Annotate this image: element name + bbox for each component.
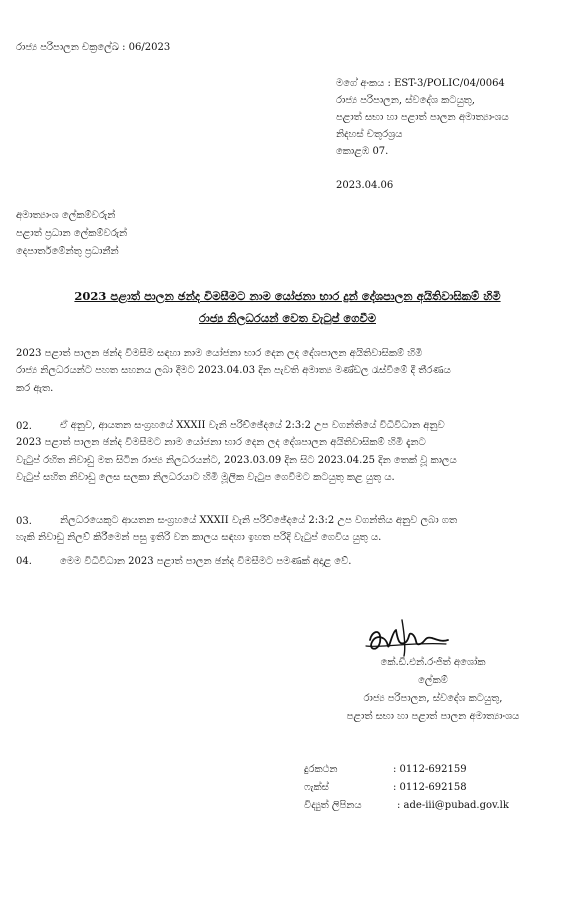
paragraph-line: වැටුප් රහිත නිවාඩු මත සිටින රාජ්‍ය නිලධරයන්ට, 2023.03.09 දින සිට 2023.04.25 දින තෙක් වූ කාලය <box>16 454 457 466</box>
email-label: විද්‍යුත් ලිපිනය <box>304 800 362 811</box>
paragraph-number: 03. <box>16 516 32 527</box>
fax-label: ෆැක්ස් <box>304 782 329 793</box>
fax-number: : 0112-692158 <box>393 782 467 793</box>
signatory-name: කේ.ඩී.එන්.රංජිත් අශෝක <box>380 657 486 668</box>
handwritten-signature <box>362 612 452 658</box>
paragraph-line: වැටුප් සහිත නිවාඩු ලෙස සලකා නිලධරයාට හිමි මූලික වැටුප ගෙවීමට කටයුතු කළ යුතු ය. <box>16 472 395 484</box>
ministry-line-2: පළාත් සභා හා පළාත් පාලන අමාත්‍යාංශය <box>336 112 509 123</box>
phone-number: : 0112-692159 <box>393 764 467 775</box>
paragraph-3 <box>16 512 558 547</box>
signatory-ministry-2: පළාත් සභා හා පළාත් පාලන අමාත්‍යාංශය <box>346 711 520 722</box>
title-line-2: රාජ්‍ය නිලධරයන් වෙත වැටුප් ගෙවීම <box>199 311 376 325</box>
recipient-line: පළාත් ප්‍රධාන ලේකම්වරුන් <box>16 228 128 239</box>
city-line: කොළඹ 07. <box>336 146 389 157</box>
paragraph-line: ඒ අනුව, ආයතන සංග්‍රහයේ XXXII වැනි පරිච්ඡේදයේ 2:3:2 උප වගන්තියේ විධිවිධාන අනුව <box>60 420 445 431</box>
reference-number: මගේ අංකය : EST-3/POLIC/04/0064 <box>336 78 505 89</box>
title-line-1: 2023 පළාත් පාලන ඡන්ද විමසීමට නාම යෝජනා භාර දුන් දේශපාලන අයිතිවාසිකම් හිමි <box>74 289 501 303</box>
paragraph-number: 02. <box>16 421 32 432</box>
paragraph-line: 2023 පළාත් පාලන ඡන්ද විමසීම සඳහා නාම යෝජනා භාර දෙන ලද දේශපාලන අයිතිවාසිකම් හිමි <box>16 348 423 359</box>
phone-label: දුරකථන <box>304 764 338 775</box>
signatory-title: ලේකම් <box>418 675 448 686</box>
recipient-line: අමාත්‍යාංශ ලේකම්වරුන් <box>16 210 116 221</box>
signatory-ministry-1: රාජ්‍ය පරිපාලන, ස්වදේශ කටයුතු, <box>363 693 503 704</box>
paragraph-line: හැකි නිවාඩු නිලව් කිරීමෙන් පසු ඉතිරි වන කාලය සඳහා ඉහත පරිදි වැටුප් ගෙවිය යුතු ය. <box>16 532 382 544</box>
paragraph-2 <box>16 417 558 487</box>
ministry-line-1: රාජ්‍ය පරිපාලන, ස්වදේශ කටයුතු, <box>336 95 475 106</box>
email-address: : ade-iii@pubad.gov.lk <box>397 800 509 811</box>
recipient-line: දෙපාර්තමේන්තු ප්‍රධානීන් <box>16 246 119 257</box>
paragraph-line: 2023 පළාත් පාලන ඡන්ද විමසීමට නාම යෝජනා භාර දෙන ලද දේශපාලන අයිතිවාසිකම් හිමි දැනට <box>16 437 426 449</box>
circular-number: රාජ්‍ය පරිපාලන චක්‍රලේඛ : 06/2023 <box>16 42 171 53</box>
paragraph-4: මෙම විධිවිධාන 2023 පළාත් පාලන ඡන්ද විමසීමට පමණක් අදාළ වේ. <box>60 556 352 567</box>
intro-paragraph <box>16 345 558 397</box>
paragraph-number: 04. <box>16 556 32 567</box>
letter-date: 2023.04.06 <box>336 180 394 191</box>
paragraph-line: නිලධරයෙකුට ආයතන සංග්‍රහයේ XXXII වැනි පරිච්ඡේදයේ 2:3:2 උප වගන්තිය අනුව ලබා ගත <box>60 515 458 526</box>
document-title <box>14 285 561 329</box>
address-line: නිදහස් චතුරශ්‍රය <box>336 129 403 140</box>
paragraph-line: රාජ්‍ය නිලධරයන්ට පහත සහනය ලබා දීමට 2023.04.03 දින පැවති අමාත්‍ය මණ්ඩල රැස්වීමේ දී තීරණය <box>16 365 451 377</box>
paragraph-line: කර ඇත. <box>16 382 54 394</box>
